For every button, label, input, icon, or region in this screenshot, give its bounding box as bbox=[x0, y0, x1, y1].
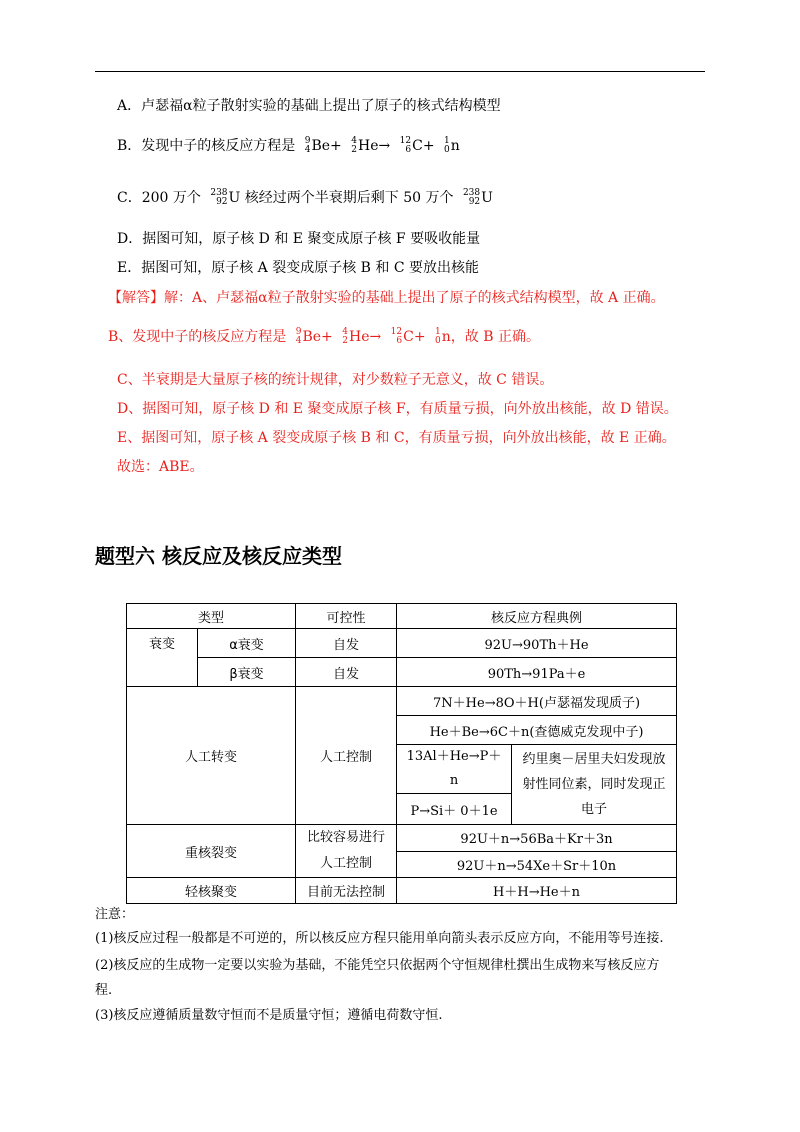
notes-title: 注意： bbox=[95, 907, 135, 922]
answer-line-1: 【解答】解：A、卢瑟福α粒子散射实验的基础上提出了原子的核式结构模型，故 A 正确。 bbox=[108, 290, 665, 306]
note-1: (1)核反应过程一般都是不可逆的，所以核反应方程只能用单向箭头表示反应方向，不能用等号连接. bbox=[95, 931, 664, 946]
note-2b: 程. bbox=[95, 983, 113, 998]
cell-fission: 重核裂变 bbox=[127, 825, 296, 878]
be-nuclide: 9 4 bbox=[304, 136, 311, 155]
section-title: 题型六 核反应及核反应类型 bbox=[95, 544, 342, 568]
cell-alpha-equation: 92U→90Th＋He bbox=[397, 629, 677, 658]
c-nuclide: 12 6 bbox=[399, 136, 412, 155]
cell-artificial-control: 人工控制 bbox=[296, 687, 397, 825]
header-example: 核反应方程典例 bbox=[397, 604, 677, 629]
cell-artificial-eq2: He＋Be→6C＋n(查德威克发现中子) bbox=[397, 716, 677, 745]
option-a: A．卢瑟福α粒子散射实验的基础上提出了原子的核式结构模型 bbox=[117, 98, 501, 114]
option-b: B．发现中子的核反应方程是 9 4 Be+ 4 2 He→ 12 6 C+ 1 0 n bbox=[117, 136, 460, 155]
option-e: E．据图可知，原子核 A 裂变成原子核 B 和 C 要放出核能 bbox=[117, 260, 480, 276]
option-d: D．据图可知，原子核 D 和 E 聚变成原子核 F 要吸收能量 bbox=[117, 231, 481, 247]
note-3: (3)核反应遵循质量数守恒而不是质量守恒；遵循电荷数守恒. bbox=[95, 1008, 443, 1023]
answer-label: 【解答】 bbox=[108, 290, 164, 306]
cell-beta-equation: 90Th→91Pa＋e bbox=[397, 658, 677, 687]
cell-artificial-eq3: 13Al＋He→P＋ n bbox=[397, 745, 512, 794]
cell-fission-eq1: 92U＋n→56Ba＋Kr＋3n bbox=[397, 825, 677, 852]
cell-artificial-eq4: P→Si＋ 0＋1e bbox=[397, 794, 512, 825]
option-c: C．200 万个 238 92 U 核经过两个半衰期后剩下 50 万个 238 92 U bbox=[117, 188, 493, 207]
answer-line-2: B、发现中子的核反应方程是 9 4 Be+ 4 2 He→ 12 6 C+ 1 0 n，故 B 正确。 bbox=[108, 327, 540, 346]
header-rule bbox=[95, 71, 705, 72]
cell-fission-control: 比较容易进行 人工控制 bbox=[296, 825, 397, 878]
cell-decay: 衰变 bbox=[127, 629, 198, 687]
option-b-text: B．发现中子的核反应方程是 bbox=[117, 138, 296, 154]
n-nuclide: 1 0 bbox=[444, 136, 450, 155]
cell-fission-eq2: 92U＋n→54Xe＋Sr＋10n bbox=[397, 851, 677, 878]
he-nuclide: 4 2 bbox=[351, 136, 357, 155]
cell-artificial-note: 约里奥－居里夫妇发现放射性同位素，同时发现正电子 bbox=[512, 745, 677, 825]
cell-beta-control: 自发 bbox=[296, 658, 397, 687]
cell-alpha-type: α衰变 bbox=[198, 629, 296, 658]
answer-line-3: C、半衰期是大量原子核的统计规律，对少数粒子无意义，故 C 错误。 bbox=[117, 372, 554, 388]
answer-line-6: 故选：ABE。 bbox=[117, 459, 204, 475]
cell-artificial: 人工转变 bbox=[127, 687, 296, 825]
cell-alpha-control: 自发 bbox=[296, 629, 397, 658]
u-nuclide-2: 238 92 bbox=[462, 188, 481, 207]
reaction-type-table bbox=[126, 603, 677, 904]
answer-line-5: E、据图可知，原子核 A 裂变成原子核 B 和 C，有质量亏损，向外放出核能，故 E 正确。 bbox=[117, 430, 676, 446]
header-control: 可控性 bbox=[296, 604, 397, 629]
cell-fusion: 轻核聚变 bbox=[127, 878, 296, 904]
answer-line-4: D、据图可知，原子核 D 和 E 聚变成原子核 F，有质量亏损，向外放出核能，故 D 错误。 bbox=[117, 401, 678, 417]
cell-fusion-control: 目前无法控制 bbox=[296, 878, 397, 904]
note-2a: (2)核反应的生成物一定要以实验为基础，不能凭空只依据两个守恒规律杜撰出生成物来写核反应方 bbox=[95, 958, 660, 973]
u-nuclide-1: 238 92 bbox=[210, 188, 228, 207]
cell-fusion-equation: H＋H→He＋n bbox=[397, 878, 677, 904]
cell-artificial-eq1: 7N＋He→8O＋H(卢瑟福发现质子) bbox=[397, 687, 677, 716]
cell-beta-type: β衰变 bbox=[198, 658, 296, 687]
header-type: 类型 bbox=[127, 604, 296, 629]
